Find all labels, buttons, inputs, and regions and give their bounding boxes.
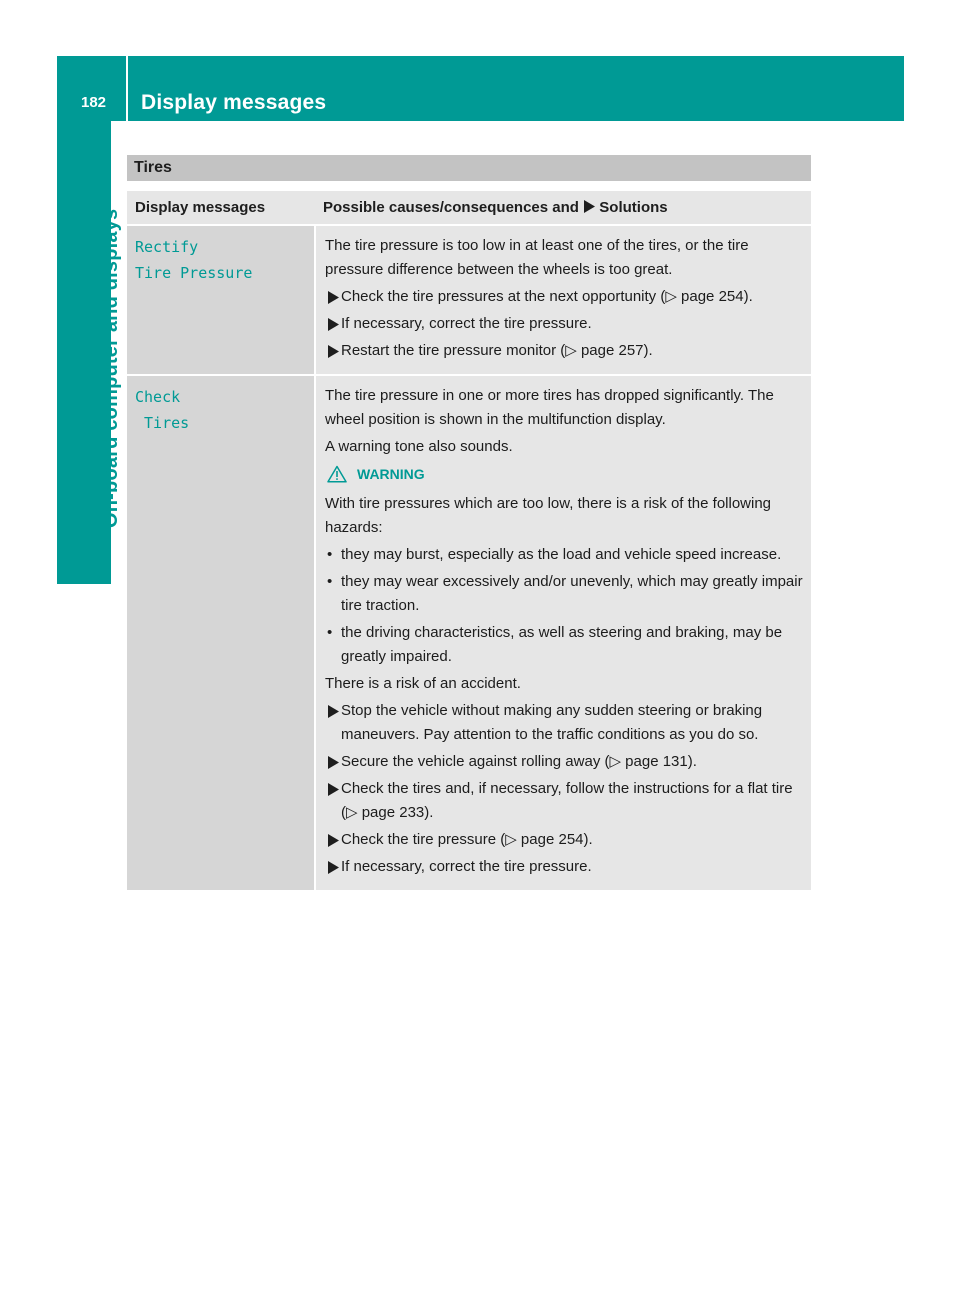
solution-step: [325, 285, 803, 309]
step-text: If necessary, correct the tire pressure.: [341, 858, 592, 875]
display-message-line: Check: [135, 388, 181, 406]
warning-label: WARNING: [357, 466, 425, 482]
table-row: [127, 224, 811, 374]
step-arrow-icon: [327, 756, 339, 769]
display-message-cell: [127, 374, 314, 890]
hazard-item: [325, 570, 803, 618]
step-text: Stop the vehicle without making any sudden steering or braking maneuvers. Pay attention to the traffic conditions as you do so.: [341, 702, 763, 743]
display-messages-table: [127, 191, 811, 890]
solution-step: [325, 828, 803, 852]
table-header-row: [127, 191, 811, 224]
causes-solutions-cell: [314, 224, 811, 374]
display-message-line: Tire Pressure: [135, 264, 253, 282]
table-row: [127, 374, 811, 890]
chapter-tab-label: On-board computer and displays: [100, 208, 122, 528]
page-title: Display messages: [141, 91, 327, 114]
solution-step: [325, 855, 803, 879]
solution-step: [325, 750, 803, 774]
section-title: Tires: [127, 155, 811, 181]
step-text: Check the tire pressure (▷ page 254).: [341, 831, 593, 848]
column-header-solutions-label: Solutions: [599, 199, 668, 216]
step-arrow-icon: [327, 783, 339, 796]
step-arrow-icon: [327, 705, 339, 718]
solution-step: [325, 699, 803, 747]
step-text: If necessary, correct the tire pressure.: [341, 315, 592, 332]
risk-text: There is a risk of an accident.: [325, 675, 521, 692]
step-text: Check the tires and, if necessary, follow the instructions for a flat tire (▷ page 233).: [341, 780, 793, 821]
solution-step: [325, 312, 803, 336]
bullet-icon: •: [327, 624, 333, 641]
display-message-line: Tires: [135, 414, 190, 432]
column-header-display-messages: Display messages: [127, 191, 314, 224]
step-text: Restart the tire pressure monitor (▷ page 257).: [341, 342, 653, 359]
warning-heading: [325, 462, 803, 486]
step-arrow-icon: [327, 291, 339, 304]
cause-text: The tire pressure is too low in at least one of the tires, or the tire pressure difference between the wheels is too great.: [325, 237, 749, 278]
page-number: 182: [81, 94, 107, 111]
display-message-cell: [127, 224, 314, 374]
hazard-item: [325, 543, 803, 567]
solution-step: [325, 777, 803, 825]
step-arrow-icon: [327, 861, 339, 874]
solution-arrow-icon: [583, 200, 595, 213]
warning-text: With tire pressures which are too low, there is a risk of the following hazards:: [325, 495, 772, 536]
step-arrow-icon: [327, 834, 339, 847]
column-header-causes-label: Possible causes/consequences and: [323, 199, 579, 216]
column-header-causes-solutions: [314, 191, 811, 224]
warning-triangle-icon: [327, 465, 347, 483]
bullet-icon: •: [327, 546, 333, 563]
cause-text: A warning tone also sounds.: [325, 438, 513, 455]
step-arrow-icon: [327, 318, 339, 331]
hazard-text: they may burst, especially as the load and vehicle speed increase.: [341, 546, 782, 563]
hazard-text: the driving characteristics, as well as steering and braking, may be greatly impaired.: [341, 624, 783, 665]
cause-text: The tire pressure in one or more tires has dropped significantly. The wheel position is shown in the multifunction display.: [325, 387, 774, 428]
header-divider: [126, 56, 128, 121]
hazard-text: they may wear excessively and/or unevenly, which may greatly impair tire traction.: [341, 573, 803, 614]
bullet-icon: •: [327, 573, 333, 590]
step-arrow-icon: [327, 345, 339, 358]
hazard-item: [325, 621, 803, 669]
step-text: Secure the vehicle against rolling away (▷ page 131).: [341, 753, 697, 770]
step-text: Check the tire pressures at the next opportunity (▷ page 254).: [341, 288, 753, 305]
causes-solutions-cell: [314, 374, 811, 890]
solution-step: [325, 339, 803, 363]
display-message-line: Rectify: [135, 238, 199, 256]
